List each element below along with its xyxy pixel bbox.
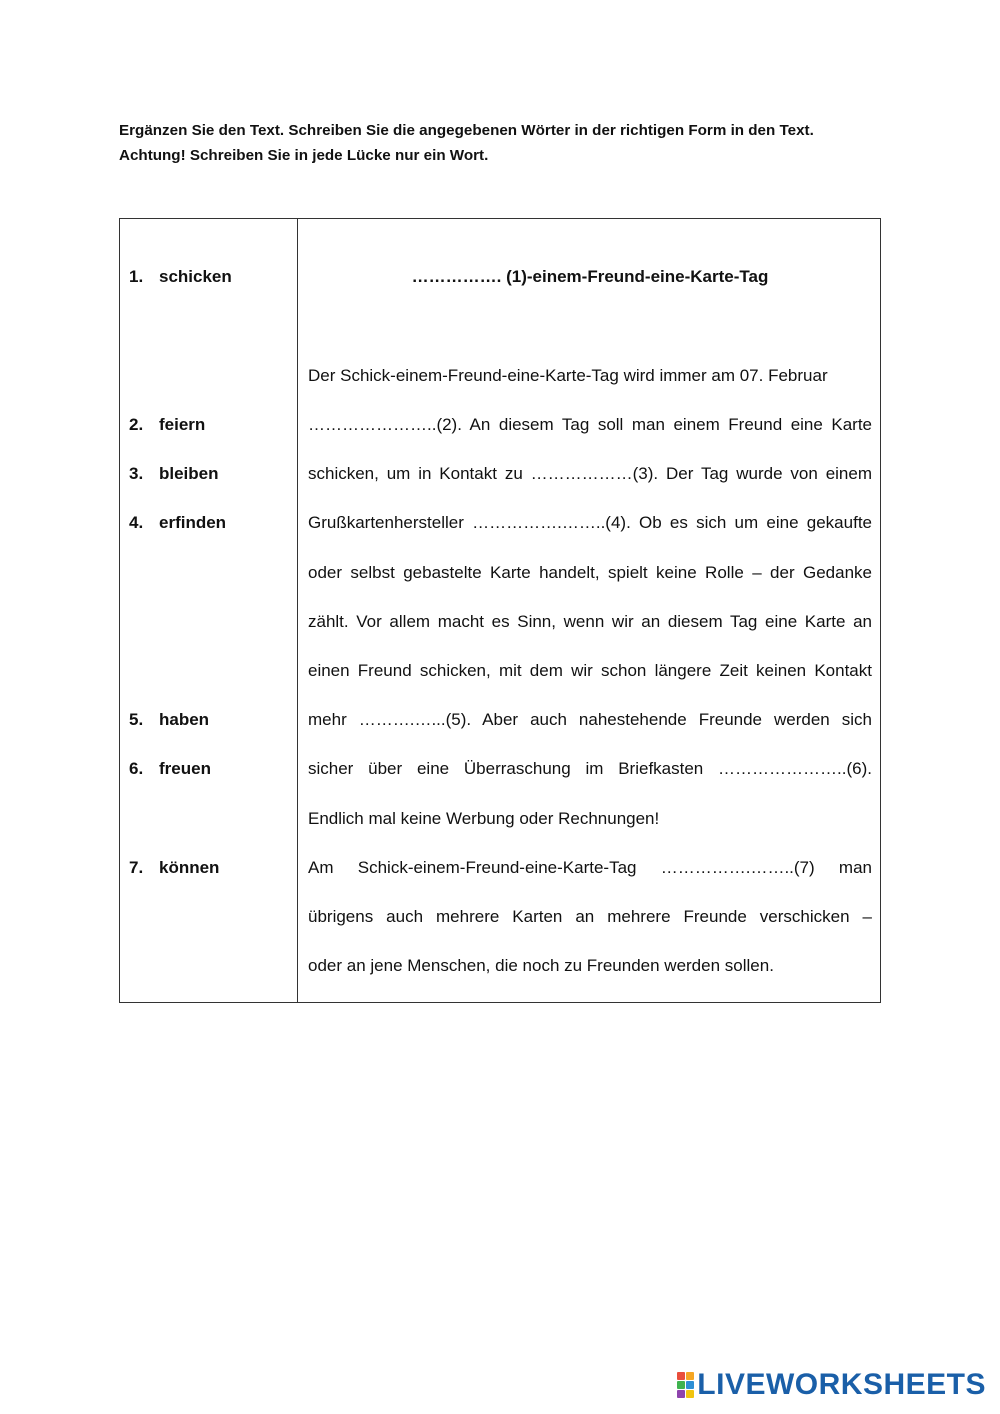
word-item-4: 4. erfinden	[129, 513, 227, 532]
text-line: übrigens auch mehrere Karten an mehrere Freunde verschicken –	[308, 907, 872, 926]
text-title: ……………. (1)-einem-Freund-eine-Karte-Tag	[411, 267, 769, 286]
text-line: zählt. Vor allem macht es Sinn, wenn wir an diesem Tag eine Karte an	[308, 612, 872, 631]
brand-name: LIVEWORKSHEETS	[697, 1368, 986, 1401]
text-line: …………………..(2). An diesem Tag soll man einem Freund eine Karte	[308, 415, 872, 434]
text-line: Grußkartenhersteller …………….……..(4). Ob es sich um eine gekaufte	[308, 513, 872, 532]
word-item-1: 1. schicken	[129, 267, 232, 286]
text-line: Am Schick-einem-Freund-eine-Karte-Tag …………….……..(7) man	[308, 858, 872, 877]
liveworksheets-icon	[677, 1372, 694, 1398]
word-item-2: 2. feiern	[129, 415, 206, 434]
column-divider	[297, 219, 298, 1002]
text-line: oder an jene Menschen, die noch zu Freunden werden sollen.	[308, 956, 774, 975]
word-item-6: 6. freuen	[129, 759, 211, 778]
word-item-3: 3. bleiben	[129, 464, 219, 483]
instructions-line-2: Achtung! Schreiben Sie in jede Lücke nur ein Wort.	[119, 147, 489, 164]
liveworksheets-logo	[677, 1368, 986, 1402]
text-line: sicher über eine Überraschung im Briefkasten …………………..(6).	[308, 759, 872, 778]
text-line: Der Schick-einem-Freund-eine-Karte-Tag wird immer am 07. Februar	[308, 366, 828, 385]
word-item-7: 7. können	[129, 858, 220, 877]
text-line: mehr ……….…...(5). Aber auch nahestehende Freunde werden sich	[308, 710, 872, 729]
instructions-line-1: Ergänzen Sie den Text. Schreiben Sie die angegebenen Wörter in der richtigen Form in den Text.	[119, 122, 814, 139]
word-item-5: 5. haben	[129, 710, 210, 729]
text-line: Endlich mal keine Werbung oder Rechnungen!	[308, 809, 660, 828]
text-line: einen Freund schicken, mit dem wir schon längere Zeit keinen Kontakt	[308, 661, 872, 680]
text-line: oder selbst gebastelte Karte handelt, spielt keine Rolle – der Gedanke	[308, 563, 872, 582]
text-line: schicken, um in Kontakt zu ………………(3). Der Tag wurde von einem	[308, 464, 872, 483]
exercise-table	[119, 218, 881, 1003]
instructions	[119, 118, 881, 168]
